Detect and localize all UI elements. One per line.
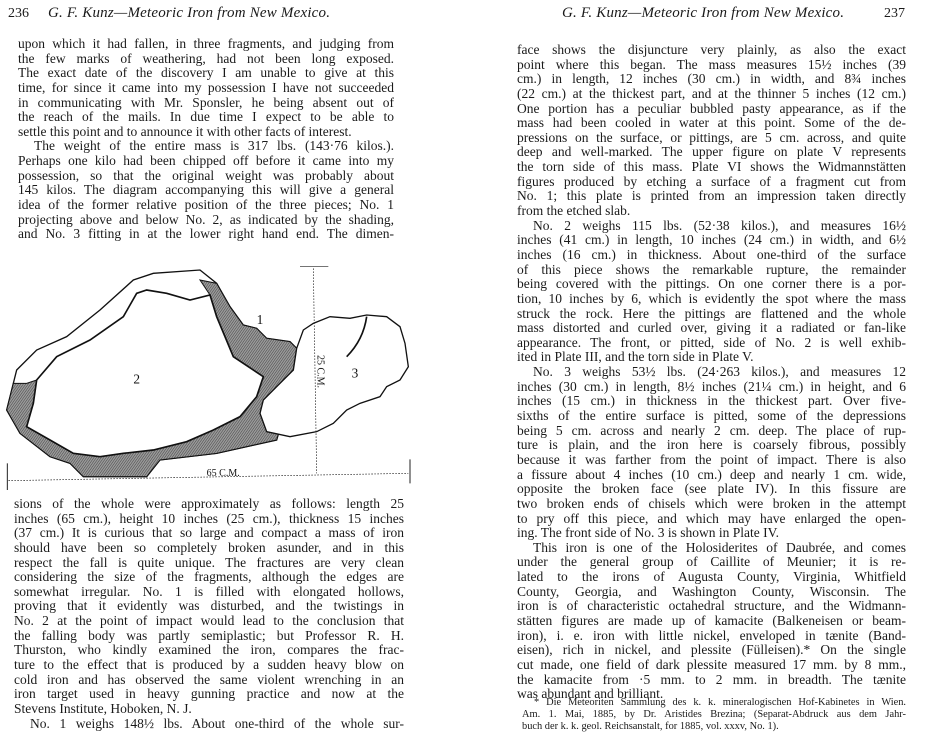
text-line: 145 kilos. The diagram accompanying this will give a general: [18, 182, 394, 198]
text-line: to pry off this piece, and which may have enlarged the open-: [517, 510, 906, 526]
text-line: should have been so completely broken asunder, and in this: [14, 539, 404, 555]
text-line: Perhaps one kilo had been chipped off before it came into my: [18, 153, 394, 169]
text-line: One portion has a peculiar bubbled pasty appearance, as if the: [517, 100, 906, 116]
text-line: No. 1 weighs 148½ lbs. About one-third of the whole sur-: [30, 715, 404, 731]
text-line: point where this began. The mass measures 15½ inches (39: [517, 56, 906, 72]
body-text: [517, 43, 906, 702]
text-line: respect the fall is quite unique. The fractures are very clean: [14, 554, 404, 570]
text-line: ing. The front side of No. 3 is shown in Plate IV.: [517, 525, 779, 541]
text-line: mass distorted and curled over, giving it a radiated or fan-like: [517, 320, 906, 336]
text-line: The exact date of the discovery I am unable to give at this: [18, 65, 394, 81]
footnote-line: Am. 1. Mai, 1885, by Dr. Aristides Brezina; (Separat-Abdruck aus dem Jahr-: [522, 708, 906, 720]
running-head: G. F. Kunz—Meteoric Iron from New Mexico.: [48, 5, 331, 21]
text-line: ture is plain, and the iron here is coarsely fibrous, possibly: [517, 437, 906, 453]
text-line: proving that it evidently was disturbed, and the twistings in: [14, 598, 404, 614]
text-line: inches (30 cm.) in length, 8½ inches (21¼ cm.) in height, and 6: [517, 378, 906, 394]
footnote-line: buch der k. k. geol. Reichsanstalt, for 1885, vol. xxxv, No. 1).: [522, 720, 779, 732]
text-line: stätten figures are made up of kamacite (Balkeneisen or beam-: [517, 612, 906, 628]
text-line: in communicating with Mr. Sponsler, he being absent out of: [18, 94, 394, 110]
text-line: cm.) in length, 12 inches (30 cm.) in width, and 8¾ inches: [517, 71, 906, 87]
text-line: No. 1; this plate is printed from an impression taken directly: [517, 188, 906, 204]
text-line: being covered with the pittings. On one corner there is a por-: [517, 276, 906, 292]
footnote-line: * Die Meteoriten Sammlung des k. k. mineralogischen Hof-Kabinetes in Wien.: [534, 697, 906, 708]
text-line: inches (16 cm.) in thickness. About one-third of the surface: [517, 246, 906, 262]
text-line: considering the size of the fragments, although the edges are: [14, 569, 404, 585]
text-line: deep and well-marked. The upper figure on plate V represents: [517, 144, 906, 160]
text-line: ture to the effect that is produced by a sudden heavy blow on: [14, 657, 404, 673]
meteorite-fragments-diagram: [0, 260, 470, 490]
text-line: of this piece shows the remarkable rupture, the remainder: [517, 261, 906, 277]
running-head: G. F. Kunz—Meteoric Iron from New Mexico.: [562, 5, 845, 21]
text-line: was abundant and brilliant.: [517, 686, 664, 702]
text-line: face shows the disjuncture very plainly, as also the exact: [517, 42, 906, 57]
text-line: the torn side of this mass. Plate VI shows the Widmannstätten: [517, 159, 906, 175]
text-line: This iron is one of the Holosiderites of Daubrée, and comes: [533, 539, 906, 555]
text-line: sions of the whole were approximately as follows: length 25: [14, 496, 404, 511]
right-page: [470, 0, 930, 745]
text-line: the kamacite from ·5 mm. to 2 mm. in breadth. The tænite: [517, 671, 906, 687]
text-line: projecting above and below No. 2, as indicated by the shading,: [18, 211, 394, 227]
label-piece-1: 1: [256, 312, 264, 327]
text-line: under the general group of Caillite of Meunier; it is re-: [517, 554, 906, 570]
text-line: cold iron and has observed the same violent wrenching in an: [14, 671, 404, 687]
body-text-bottom: [14, 497, 404, 731]
text-line: the falling body was partly semiplastic; but Professor R. H.: [14, 627, 404, 643]
text-line: upon which it had fallen, in three fragments, and judging from: [18, 36, 394, 51]
text-line: lated to the irons of Augusta County, Virginia, Whitfield: [517, 569, 906, 585]
text-line: inches (41 cm.) in length, 10 inches (24 cm.) in width, and 6½: [517, 232, 906, 248]
text-line: No. 2 at the point of impact would lead to the conclusion that: [14, 613, 404, 629]
text-line: County, Georgia, and Washington County, Wisconsin. The: [517, 583, 906, 599]
text-line: pressions on the surface, or pittings, are 5 cm. across, and quite: [517, 129, 906, 145]
text-line: from the etched slab.: [517, 203, 631, 219]
text-line: iron target used in heavy gunning practice and now at the: [14, 686, 404, 702]
label-piece-3: 3: [351, 365, 359, 381]
page-number: 236: [8, 6, 29, 21]
body-text-top: [18, 37, 394, 242]
text-line: (22 cm.) at the thickest part, and at the thinner 5 inches (12 cm.): [517, 85, 906, 101]
text-line: tion, 10 inches by 6, which is evidently the spot where the mass: [517, 290, 906, 306]
text-line: Thurston, who kindly examined the iron, compares the frac-: [14, 642, 404, 658]
text-line: Stevens Institute, Hoboken, N. J.: [14, 700, 192, 716]
height-label: 25 C.M.: [314, 355, 326, 389]
text-line: a fissure about 4 inches (10 cm.) deep and nearly 1 cm. wide,: [517, 466, 906, 482]
text-line: and No. 3 fitting in at the lower right hand end. The dimen-: [18, 226, 394, 242]
text-line: iron is of characteristic octahedral structure, and the Widmann-: [517, 598, 906, 614]
text-line: mass had been cooled in water at this point. Some of the de-: [517, 115, 906, 131]
text-line: ited in Plate III, and the torn side in Plate V.: [517, 349, 754, 365]
text-line: appearance. The front, or pitted, side of No. 2 is well exhib-: [517, 334, 906, 350]
text-line: struck the rock. Here the pittings are flattened and the whole: [517, 305, 906, 321]
text-line: being 5 cm. across and nearly 2 cm. deep. The place of rup-: [517, 422, 906, 438]
page-number: 237: [884, 6, 905, 21]
text-line: the reach of the mails. In due time I expect to be able to: [18, 109, 394, 125]
text-line: inches (65 cm.), height 10 inches (25 cm.), thickness 15 inches: [14, 510, 404, 526]
length-label: 65 C.M.: [206, 468, 240, 479]
footnote: [522, 697, 906, 732]
text-line: time, for since it came into my possession I have not succeeded: [18, 79, 394, 95]
text-line: the few marks of weathering, had not been long exposed.: [18, 50, 394, 66]
text-line: sixths of the entire surface is pitted, some of the depressions: [517, 408, 906, 424]
text-line: (37 cm.) It is curious that so large and compact a mass of iron: [14, 525, 404, 541]
text-line: figures produced by etching a surface of a fragment cut from: [517, 173, 906, 189]
text-line: because it was farther from the point of impact. There is also: [517, 451, 906, 467]
text-line: iron), i. e. iron with little nickel, enveloped in tænite (Band-: [517, 627, 906, 643]
text-line: settle this point and to announce it with other facts of interest.: [18, 123, 352, 139]
text-line: No. 2 weighs 115 lbs. (52·38 kilos.), and measures 16½: [533, 217, 906, 233]
text-line: inches (15 cm.) in thickness in the thickest part. Over five-: [517, 393, 906, 409]
text-line: No. 3 weighs 53½ lbs. (24·263 kilos.), and measures 12: [533, 364, 906, 380]
text-line: idea of the former relative position of the three pieces; No. 1: [18, 197, 394, 213]
text-line: eisen), rich in nickel, and plessite (Fülleisen).* On the single: [517, 642, 906, 658]
label-piece-2: 2: [133, 371, 141, 387]
text-line: somewhat irregular. No. 1 is filled with elongated hollows,: [14, 583, 404, 599]
text-line: cut made, one field of dark plessite measured 17 mm. by 8 mm.,: [517, 656, 906, 672]
text-line: two broken ends of chisels which were broken in the attempt: [517, 495, 906, 511]
text-line: opposite the broken face (see plate IV). In this fissure are: [517, 481, 906, 497]
text-line: The weight of the entire mass is 317 lbs. (143·76 kilos.).: [34, 138, 394, 154]
text-line: possession, so that the original weight was probably about: [18, 167, 394, 183]
